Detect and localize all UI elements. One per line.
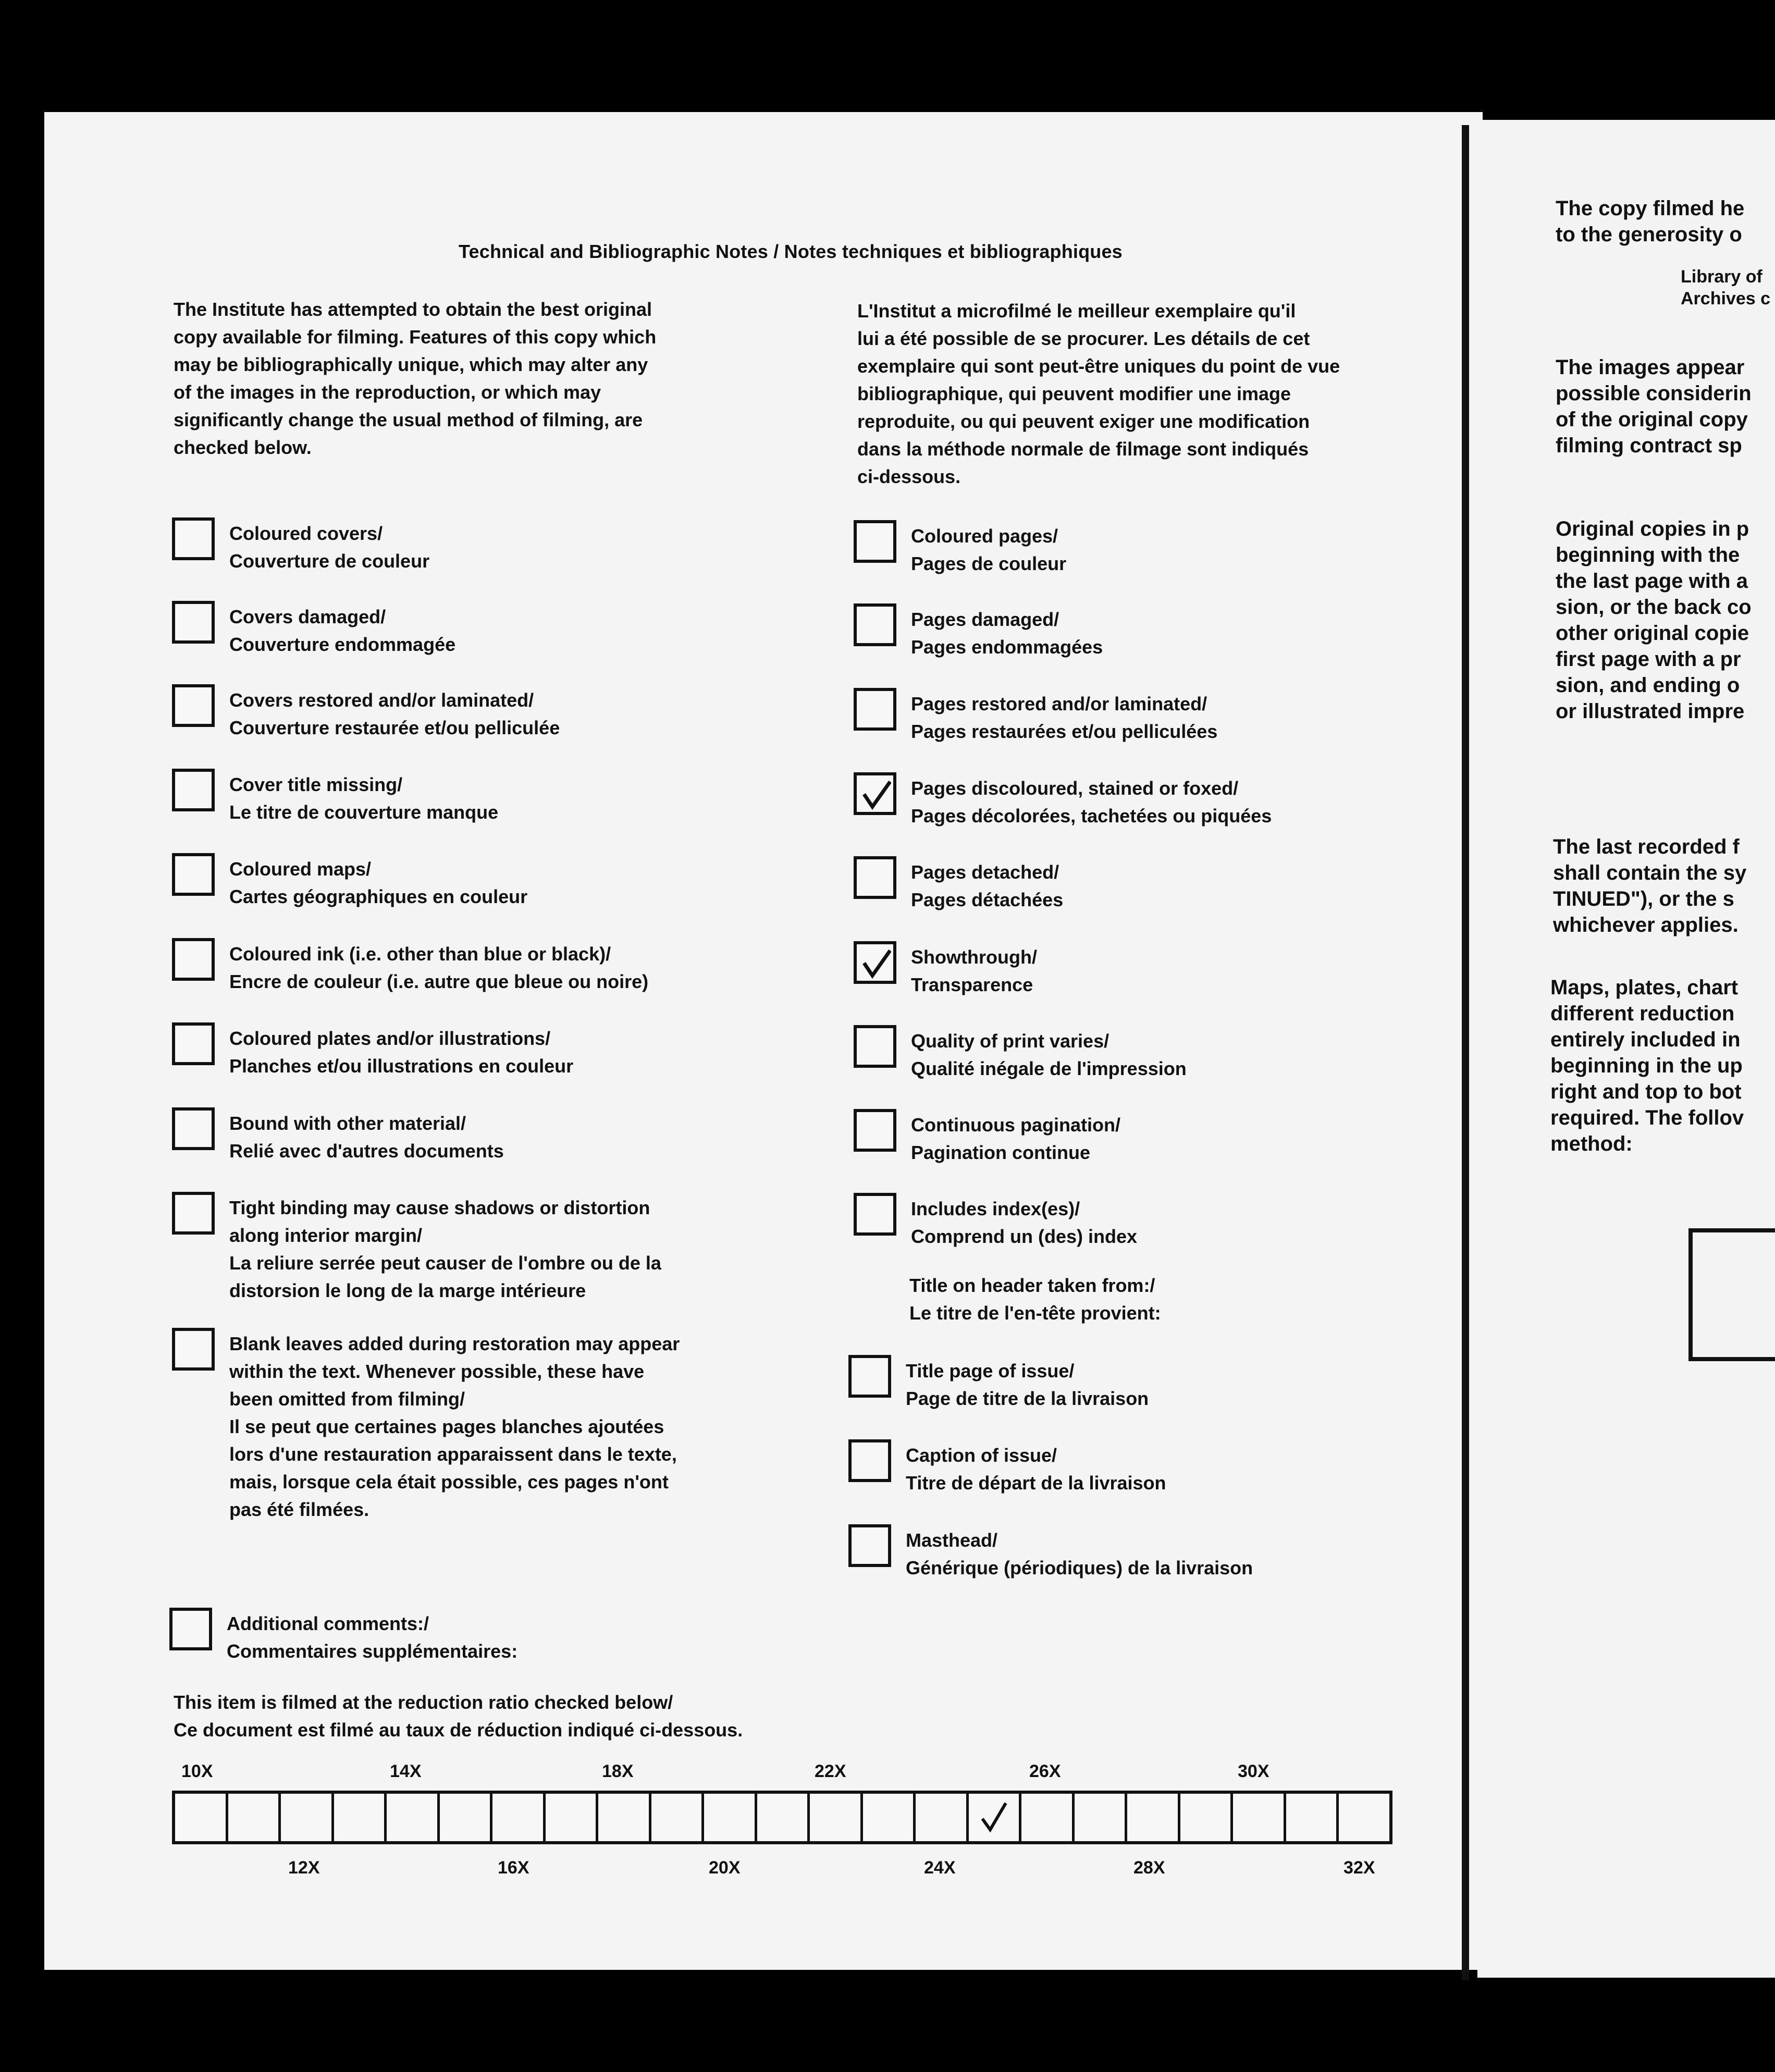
item-label: Coloured pages/ Pages de couleur <box>911 525 1067 574</box>
scale-label-bottom: 32X <box>1343 1858 1375 1878</box>
right-paragraph-5: Maps, plates, chart different reduction entirely included in beginning in the up right and top to bot required. The follov method: <box>1550 976 1744 1155</box>
item-label: Additional comments:/ Commentaires supplémentaires: <box>227 1613 518 1662</box>
scale-label-top: 10X <box>181 1761 213 1781</box>
scale-label-top: 22X <box>815 1761 846 1781</box>
checkbox[interactable] <box>854 1193 896 1236</box>
scale-cell[interactable] <box>1339 1794 1389 1841</box>
item-label: Blank leaves added during restoration may appear within the text. Whenever possible, these have been omitted from filming/ Il se peut que certaines pages blanches ajoutées lors d'une restauration apparaissent dans le texte, mais, lorsque cela était possible, ces pages n'ont pas été filmées. <box>229 1333 680 1520</box>
item-label: Quality of print varies/ Qualité inégale de l'impression <box>911 1030 1187 1079</box>
checkbox[interactable] <box>172 1107 215 1150</box>
checkbox[interactable] <box>854 688 896 731</box>
item-label: Tight binding may cause shadows or distortion along interior margin/ La reliure serrée peut causer de l'ombre ou de la distorsion le long de la marge intérieure <box>229 1197 661 1301</box>
scale-cell[interactable] <box>704 1794 757 1841</box>
diagram-box <box>1688 1228 1775 1361</box>
right-paragraph-1: The copy filmed he to the generosity o <box>1556 197 1745 246</box>
item-label: Bound with other material/ Relié avec d'autres documents <box>229 1113 504 1162</box>
checkmark-icon <box>862 949 891 979</box>
checkbox[interactable] <box>172 938 215 981</box>
checkbox[interactable] <box>854 520 896 563</box>
scale-cell[interactable] <box>1286 1794 1339 1841</box>
reduction-ratio-note: This item is filmed at the reduction ratio checked below/ Ce document est filmé au taux de réduction indiqué ci-dessous. <box>174 1692 743 1741</box>
checkbox[interactable] <box>172 1192 215 1235</box>
intro-french: L'Institut a microfilmé le meilleur exemplaire qu'il lui a été possible de se procurer. Les détails de cet exemplaire qui sont peut-être uniques du point de vue bibliographique, qui peuvent modifier une image reproduite, ou qui peuvent exiger une modification dans la méthode normale de filmage sont indiqués ci-dessous. <box>857 300 1340 487</box>
scale-cell[interactable] <box>546 1794 599 1841</box>
header-note: Title on header taken from:/ Le titre de l'en-tête provient: <box>909 1275 1161 1324</box>
checkbox[interactable] <box>172 853 215 896</box>
item-label: Continuous pagination/ Pagination continue <box>911 1114 1120 1163</box>
checkbox[interactable] <box>172 601 215 644</box>
scale-label-bottom: 20X <box>709 1858 741 1878</box>
scale-label-bottom: 28X <box>1133 1858 1165 1878</box>
scale-cell[interactable] <box>228 1794 281 1841</box>
item-label: Showthrough/ Transparence <box>911 946 1037 995</box>
scale-cell[interactable] <box>175 1794 228 1841</box>
scale-cell[interactable] <box>969 1794 1022 1841</box>
scale-cell[interactable] <box>1233 1794 1286 1841</box>
checkbox[interactable] <box>172 1022 215 1065</box>
checkmark-icon <box>862 781 891 810</box>
checkbox[interactable] <box>169 1608 212 1650</box>
checkbox[interactable] <box>848 1524 891 1567</box>
scale-cell[interactable] <box>440 1794 493 1841</box>
scale-cell[interactable] <box>492 1794 546 1841</box>
checkbox[interactable] <box>172 517 215 560</box>
scale-cell[interactable] <box>598 1794 651 1841</box>
checkmark-icon <box>979 1799 1010 1835</box>
item-label: Pages discoloured, stained or foxed/ Pages décolorées, tachetées ou piquées <box>911 778 1272 827</box>
scale-cell[interactable] <box>916 1794 969 1841</box>
scale-cell[interactable] <box>281 1794 334 1841</box>
scale-cell[interactable] <box>1021 1794 1075 1841</box>
right-paragraph-1b: Library of Archives c <box>1681 267 1770 309</box>
checkbox[interactable] <box>172 684 215 727</box>
right-paragraph-2: The images appear possible considerin of the original copy filming contract sp <box>1556 356 1752 457</box>
scale-label-top: 18X <box>602 1761 634 1781</box>
scale-label-top: 30X <box>1238 1761 1269 1781</box>
checkbox[interactable] <box>854 1025 896 1068</box>
checkbox[interactable] <box>172 769 215 811</box>
checkbox[interactable] <box>854 856 896 899</box>
checkbox[interactable] <box>848 1439 891 1482</box>
scale-label-top: 26X <box>1029 1761 1061 1781</box>
item-label: Coloured ink (i.e. other than blue or black)/ Encre de couleur (i.e. autre que bleue ou noire) <box>229 943 649 992</box>
intro-english: The Institute has attempted to obtain the best original copy available for filming. Features of this copy which may be bibliographically unique, which may alter any of the images in the reproduction, or which may significantly change the usual method of filming, are checked below. <box>174 299 657 458</box>
checkbox[interactable] <box>854 603 896 646</box>
scale-cell[interactable] <box>334 1794 387 1841</box>
scale-cell[interactable] <box>1180 1794 1234 1841</box>
scale-label-top: 14X <box>390 1761 422 1781</box>
item-label: Coloured covers/ Couverture de couleur <box>229 523 430 572</box>
scale-label-bottom: 12X <box>288 1858 320 1878</box>
scale-label-bottom: 24X <box>924 1858 956 1878</box>
item-label: Includes index(es)/ Comprend un (des) index <box>911 1198 1138 1247</box>
scale-cell[interactable] <box>757 1794 810 1841</box>
scale-cell[interactable] <box>651 1794 705 1841</box>
scale-label-bottom: 16X <box>498 1858 529 1878</box>
checkbox[interactable] <box>848 1355 891 1398</box>
scale-cell[interactable] <box>1127 1794 1180 1841</box>
reduction-ratio-scale <box>172 1791 1392 1844</box>
checkbox[interactable] <box>854 941 896 984</box>
checkbox[interactable] <box>172 1328 215 1371</box>
right-paragraph-3: Original copies in p beginning with the the last page with a sion, or the back co other original copie first page with a pr sion, and ending o or illustrated impre <box>1556 517 1752 723</box>
item-label: Cover title missing/ Le titre de couverture manque <box>229 774 499 823</box>
item-label: Masthead/ Générique (périodiques) de la livraison <box>906 1530 1253 1578</box>
page-gutter <box>1462 125 1469 1980</box>
item-label: Title page of issue/ Page de titre de la livraison <box>906 1360 1149 1409</box>
item-label: Pages damaged/ Pages endommagées <box>911 609 1103 658</box>
item-label: Caption of issue/ Titre de départ de la livraison <box>906 1445 1166 1494</box>
checkbox[interactable] <box>854 1109 896 1152</box>
item-label: Covers restored and/or laminated/ Couverture restaurée et/ou pelliculée <box>229 689 560 738</box>
scale-cell[interactable] <box>810 1794 863 1841</box>
scale-cell[interactable] <box>863 1794 916 1841</box>
checkbox[interactable] <box>854 772 896 815</box>
right-paragraph-4: The last recorded f shall contain the sy TINUED"), or the s whichever applies. <box>1553 835 1747 936</box>
scale-cell[interactable] <box>387 1794 440 1841</box>
scale-cell[interactable] <box>1075 1794 1128 1841</box>
item-label: Covers damaged/ Couverture endommagée <box>229 606 456 655</box>
item-label: Coloured plates and/or illustrations/ Planches et/ou illustrations en couleur <box>229 1028 574 1077</box>
item-label: Pages detached/ Pages détachées <box>911 861 1064 910</box>
item-label: Coloured maps/ Cartes géographiques en couleur <box>229 858 528 907</box>
page-title: Technical and Bibliographic Notes / Notes techniques et bibliographiques <box>459 241 1123 262</box>
item-label: Pages restored and/or laminated/ Pages restaurées et/ou pelliculées <box>911 693 1218 742</box>
